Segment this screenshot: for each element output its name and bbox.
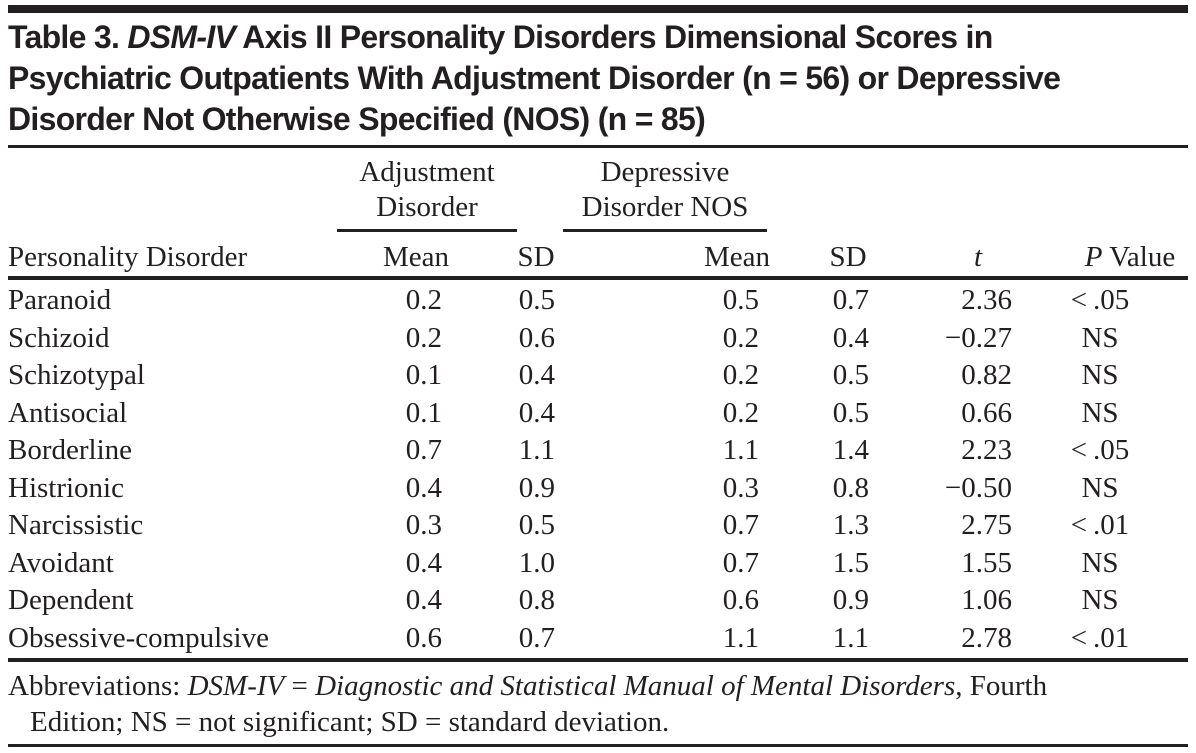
text-segment: Table 3. (8, 19, 128, 55)
cell-dep-mean: 0.2 (722, 396, 759, 429)
column-group-depressive-disorder-nos (563, 155, 767, 225)
cell-adj-sd: 0.5 (518, 284, 555, 317)
cell-dep-mean: 0.6 (722, 584, 759, 617)
column-group-adjustment-disorder (337, 155, 517, 225)
cell-p-value: < .05 (1070, 434, 1130, 467)
text-segment: , Fourth (955, 670, 1048, 702)
text-segment: Edition; NS = not significant; SD = standard deviation. (30, 706, 670, 738)
cell-personality-disorder: Dependent (8, 584, 134, 617)
text-segment: Abbreviations: (8, 670, 188, 702)
cell-dep-mean: 0.5 (722, 284, 759, 317)
table-title (8, 17, 1190, 140)
cell-t-value: −0.27 (944, 321, 1012, 354)
cell-t-value: −0.50 (944, 471, 1012, 504)
cell-personality-disorder: Schizotypal (8, 359, 145, 392)
text-segment: Axis II Personality Disorders Dimensional Scores in (235, 19, 993, 55)
table-row (8, 507, 1188, 545)
cell-adj-sd: 0.9 (518, 471, 555, 504)
cell-adj-sd: 0.4 (518, 396, 555, 429)
table-row (8, 582, 1188, 620)
cell-t-value: 2.23 (961, 434, 1012, 467)
cell-dep-sd: 1.3 (832, 509, 869, 542)
cell-personality-disorder: Obsessive-compulsive (8, 621, 269, 654)
table-title-line (8, 17, 1190, 58)
table-title-line (8, 99, 1190, 140)
table-row (8, 282, 1188, 320)
cell-p-value: < .01 (1070, 621, 1130, 654)
cell-adj-mean: 0.3 (405, 509, 442, 542)
table-row (8, 357, 1188, 395)
cell-p-value: NS (1081, 471, 1119, 504)
cell-adj-mean: 0.4 (405, 471, 442, 504)
cell-personality-disorder: Avoidant (8, 546, 114, 579)
data-table (8, 282, 1188, 657)
cell-t-value: 1.55 (961, 546, 1012, 579)
cell-p-value: NS (1081, 546, 1119, 579)
cell-dep-mean: 0.7 (722, 546, 759, 579)
cell-adj-mean: 0.2 (405, 321, 442, 354)
cell-dep-mean: 0.2 (722, 359, 759, 392)
column-group-label-line: Depressive (600, 156, 730, 188)
spanner-rule-depressive (563, 229, 767, 232)
cell-adj-mean: 0.4 (405, 584, 442, 617)
cell-adj-sd: 0.4 (518, 359, 555, 392)
column-header-p-value (1050, 241, 1196, 273)
table-top-border (8, 5, 1188, 13)
column-group-label-line: Disorder NOS (581, 191, 749, 223)
table-row (8, 620, 1188, 658)
cell-adj-mean: 0.1 (405, 359, 442, 392)
cell-adj-mean: 0.6 (405, 621, 442, 654)
table-row (8, 545, 1188, 583)
cell-personality-disorder: Schizoid (8, 321, 110, 354)
cell-dep-mean: 1.1 (722, 434, 759, 467)
abbreviations-note (8, 668, 1192, 740)
cell-dep-sd: 0.4 (832, 321, 869, 354)
cell-dep-mean: 0.3 (722, 471, 759, 504)
cell-dep-sd: 1.1 (832, 621, 869, 654)
cell-personality-disorder: Histrionic (8, 471, 124, 504)
column-header-adj-sd: SD (517, 241, 555, 273)
table-row (8, 395, 1188, 433)
cell-t-value: 2.75 (961, 509, 1012, 542)
cell-p-value: < .05 (1070, 284, 1130, 317)
table-row (8, 320, 1188, 358)
abbreviations-line (30, 704, 1192, 740)
cell-dep-mean: 1.1 (722, 621, 759, 654)
cell-adj-sd: 1.1 (518, 434, 555, 467)
column-header-personality-disorder: Personality Disorder (8, 241, 248, 273)
cell-dep-sd: 0.9 (832, 584, 869, 617)
cell-personality-disorder: Borderline (8, 434, 133, 467)
title-divider (8, 145, 1188, 148)
cell-p-value: < .01 (1070, 509, 1130, 542)
column-header-adj-mean: Mean (382, 241, 450, 273)
italic-text-segment: DSM-IV (187, 670, 285, 702)
italic-text-segment: Diagnostic and Statistical Manual of Mental Disorders (315, 670, 956, 702)
cell-adj-sd: 1.0 (518, 546, 555, 579)
cell-dep-sd: 1.4 (832, 434, 869, 467)
cell-dep-sd: 0.5 (832, 396, 869, 429)
cell-dep-mean: 0.2 (722, 321, 759, 354)
cell-p-value: NS (1081, 321, 1119, 354)
spanner-rule-adjustment (337, 229, 517, 232)
table-row (8, 432, 1188, 470)
abbreviations-line (8, 668, 1192, 704)
cell-personality-disorder: Antisocial (8, 396, 128, 429)
cell-dep-sd: 0.7 (832, 284, 869, 317)
column-header-t: t (973, 241, 983, 273)
cell-adj-mean: 0.1 (405, 396, 442, 429)
text-segment: Disorder Not Otherwise Specified (NOS) (n = 85) (8, 101, 706, 137)
column-header-dep-sd: SD (829, 241, 867, 273)
data-table-body (8, 282, 1188, 657)
cell-personality-disorder: Narcissistic (8, 509, 144, 542)
cell-dep-sd: 0.5 (832, 359, 869, 392)
column-header-dep-mean: Mean (703, 241, 771, 273)
p-value-rest: Value (1102, 241, 1176, 273)
cell-dep-mean: 0.7 (722, 509, 759, 542)
text-segment: Psychiatric Outpatients With Adjustment Disorder (n = 56) or Depressive (8, 60, 1061, 96)
cell-adj-mean: 0.2 (405, 284, 442, 317)
cell-t-value: 0.66 (961, 396, 1012, 429)
body-divider (8, 658, 1188, 662)
bottom-border (8, 744, 1188, 747)
cell-p-value: NS (1081, 396, 1119, 429)
cell-t-value: 2.78 (961, 621, 1012, 654)
cell-adj-sd: 0.8 (518, 584, 555, 617)
cell-adj-sd: 0.6 (518, 321, 555, 354)
cell-adj-mean: 0.4 (405, 546, 442, 579)
cell-p-value: NS (1081, 584, 1119, 617)
cell-t-value: 2.36 (961, 284, 1012, 317)
table-title-line (8, 58, 1190, 99)
cell-t-value: 0.82 (961, 359, 1012, 392)
cell-p-value: NS (1081, 359, 1119, 392)
column-group-label-line: Disorder (376, 191, 478, 223)
cell-dep-sd: 1.5 (832, 546, 869, 579)
cell-adj-sd: 0.7 (518, 621, 555, 654)
cell-t-value: 1.06 (961, 584, 1012, 617)
cell-adj-mean: 0.7 (405, 434, 442, 467)
p-value-italic-p: P (1084, 241, 1103, 273)
column-group-label-line: Adjustment (359, 156, 495, 188)
italic-text-segment: DSM-IV (127, 19, 236, 55)
table-row (8, 470, 1188, 508)
cell-dep-sd: 0.8 (832, 471, 869, 504)
cell-adj-sd: 0.5 (518, 509, 555, 542)
text-segment: = (284, 670, 316, 702)
cell-personality-disorder: Paranoid (8, 284, 112, 317)
header-divider (8, 276, 1188, 280)
